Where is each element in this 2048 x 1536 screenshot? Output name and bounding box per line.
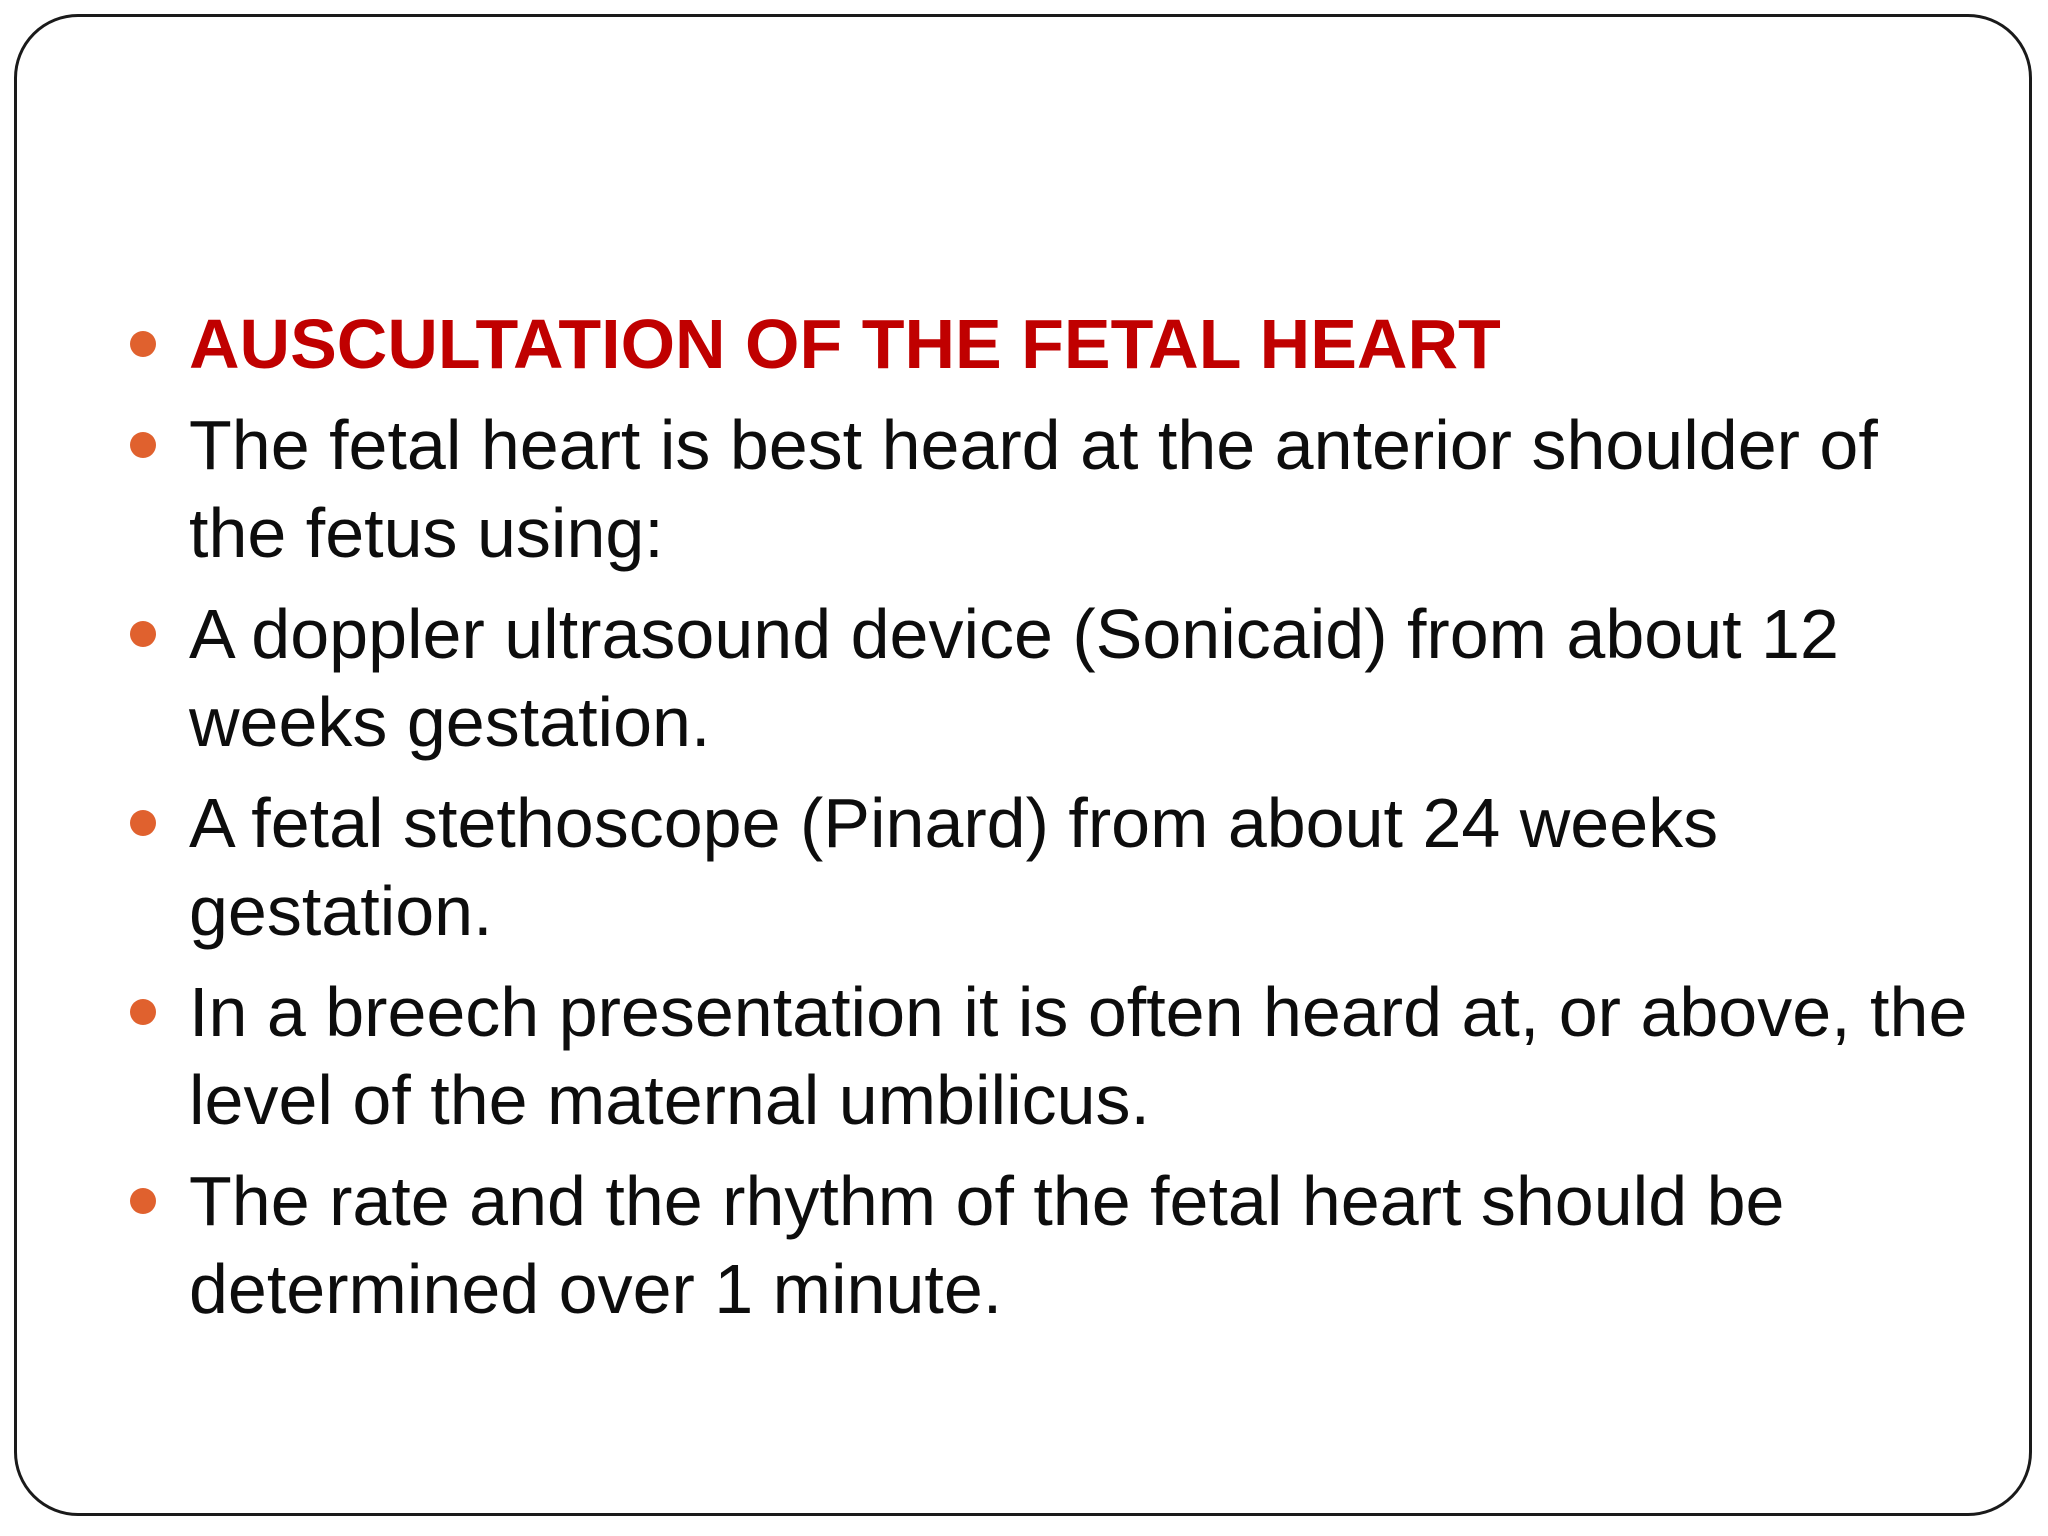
bullet-text: In a breech presentation it is often heard at, or above, the level of the maternal umbilicus.	[189, 973, 1968, 1139]
bullet-item	[17, 590, 2035, 766]
bullet-text: The rate and the rhythm of the fetal heart should be determined over 1 minute.	[189, 1162, 1785, 1328]
bullet-dot-icon	[130, 432, 156, 458]
bullet-item	[17, 401, 2035, 577]
bullet-heading	[17, 300, 2035, 388]
bullet-item	[17, 1157, 2035, 1333]
heading-text: AUSCULTATION OF THE FETAL HEART	[189, 305, 1501, 383]
slide	[14, 14, 2032, 1516]
bullet-text: A doppler ultrasound device (Sonicaid) from about 12 weeks gestation.	[189, 595, 1839, 761]
bullet-item	[17, 968, 2035, 1144]
bullet-dot-icon	[130, 810, 156, 836]
bullet-text: A fetal stethoscope (Pinard) from about 24 weeks gestation.	[189, 784, 1719, 950]
bullet-dot-icon	[130, 999, 156, 1025]
bullet-dot-icon	[130, 621, 156, 647]
bullet-dot-icon	[130, 331, 156, 357]
bullet-text: The fetal heart is best heard at the anterior shoulder of the fetus using:	[189, 406, 1878, 572]
bullet-item	[17, 779, 2035, 955]
bullet-list	[17, 300, 2035, 1346]
bullet-dot-icon	[130, 1188, 156, 1214]
